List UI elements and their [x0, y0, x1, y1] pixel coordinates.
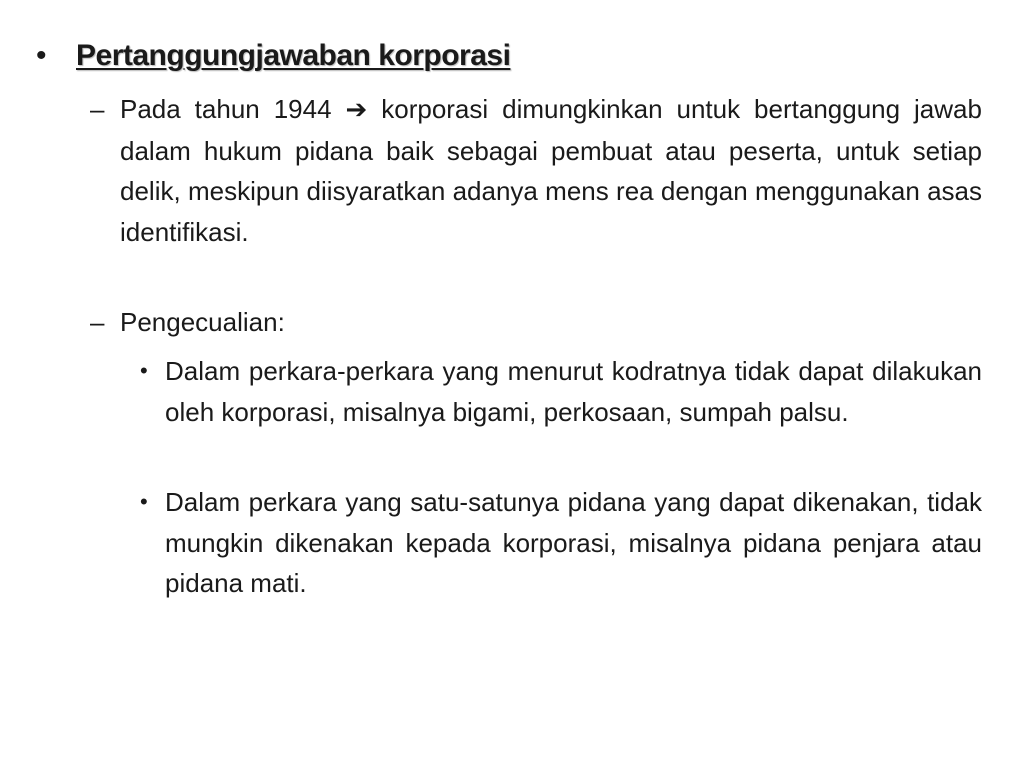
- sub-bullet-item: [140, 482, 982, 604]
- corporate-liability-text: korporasi dimungkinkan untuk bertanggung jawab dalam hukum pidana baik sebagai pembuat atau peserta, untuk setiap delik, meskipun diisyaratkan adanya mens rea dengan menggunakan asas identifikasi.: [120, 94, 982, 247]
- bullet-icon: •: [36, 39, 47, 72]
- dash-icon: –: [90, 94, 105, 124]
- dash-item-1944: [90, 89, 982, 252]
- right-arrow-icon: ➔: [345, 95, 368, 125]
- year-text: Pada tahun 1944: [120, 94, 332, 124]
- sub-bullet-text: Dalam perkara yang satu-satunya pidana yang dapat dikenakan, tidak mungkin dikenakan kepada korporasi, misalnya pidana penjara atau pidana mati.: [165, 487, 982, 598]
- dash-icon: –: [90, 307, 105, 337]
- dash-item-exceptions: [90, 302, 982, 343]
- sub-bullet-text: Dalam perkara-perkara yang menurut kodratnya tidak dapat dilakukan oleh korporasi, misalnya bigami, perkosaan, sumpah palsu.: [165, 356, 982, 427]
- bullet-icon: •: [140, 489, 148, 514]
- heading-bullet-item: [36, 36, 986, 76]
- sub-bullet-item: [140, 351, 982, 432]
- bullet-icon: •: [140, 358, 148, 383]
- dash-item-text: [120, 89, 982, 252]
- heading-title: Pertanggungjawaban korporasi: [76, 39, 511, 72]
- exceptions-label: Pengecualian:: [120, 307, 285, 337]
